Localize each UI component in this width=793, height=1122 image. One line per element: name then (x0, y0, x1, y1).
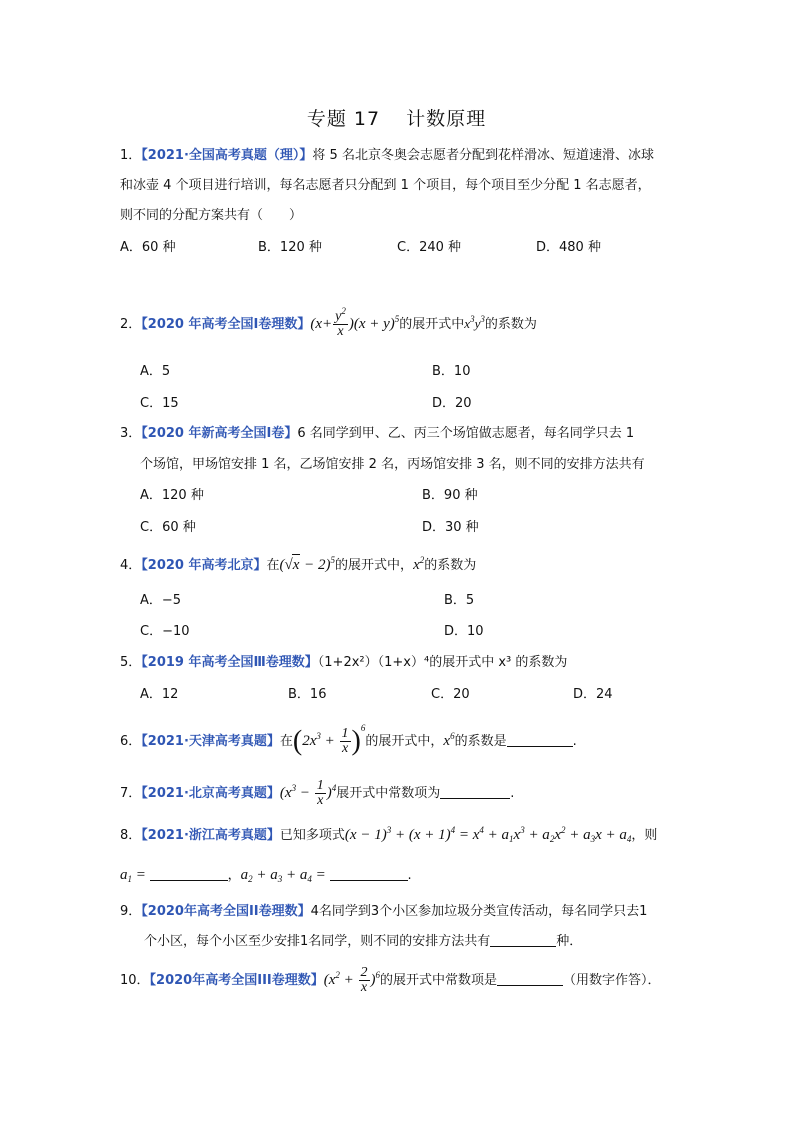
question-1-option-b: B．120 种 (258, 240, 322, 255)
question-1-option-d: D．480 种 (536, 240, 601, 255)
question-6-answer-blank[interactable] (507, 733, 573, 747)
question-6-line: 6．【2021·天津高考真题】在($2x^3$ + $\frac{1}{x}$ )$^6$的展开式中，$x^6$的系数是 . (120, 723, 577, 757)
question-1-line-3: 则不同的分配方案共有（ ） (120, 208, 303, 223)
question-8-source-tag: 【2021·浙江高考真题】 (141, 828, 280, 843)
question-8-expression: $(x - 1)^3 + (x + 1)^4 = x^4 + a_1x^3 + a_2x^2 + a_3x + a_4$ (344, 825, 632, 844)
question-3-option-c: C．60 种 (140, 520, 196, 535)
question-2-option-b: B．10 (432, 364, 471, 379)
question-9-line-2: 个小区，每个小区至少安排1名同学，则不同的安排方法共有 种． (144, 934, 583, 949)
question-9-answer-blank[interactable] (490, 933, 556, 947)
question-6-expression: ($2x^3$ + $\frac{1}{x}$ )$^6$ (292, 723, 366, 757)
question-9-line-1: 9．【2020年高考全国II卷理数】4名同学到3个小区参加垃圾分类宣传活动，每名同学只去1 (120, 904, 648, 919)
question-5-option-d: D．24 (573, 687, 613, 702)
question-8-answer-blank-1[interactable] (150, 867, 228, 881)
question-5-option-a: A．12 (140, 687, 179, 702)
question-4-expression: $(√x - 2)^5$ (279, 555, 336, 573)
question-10-source-tag: 【2020年高考全国III卷理数】 (149, 973, 324, 988)
question-4-option-d: D．10 (444, 624, 484, 639)
question-3-option-d: D．30 种 (422, 520, 479, 535)
question-1-source-tag: 【2021·全国高考真题（理）】 (141, 148, 313, 163)
question-6-source-tag: 【2021·天津高考真题】 (141, 734, 280, 749)
question-9-source-tag: 【2020年高考全国II卷理数】 (141, 904, 311, 919)
question-4-option-c: C．−10 (140, 624, 190, 639)
question-7-answer-blank[interactable] (440, 785, 510, 799)
question-4-line: 4．【2020 年高考北京】在$(√x - 2)^5$的展开式中，$x^2$的系数为 (120, 555, 477, 573)
question-5-source-tag: 【2019 年高考全国Ⅲ卷理数】 (141, 655, 318, 670)
question-4-option-b: B．5 (444, 593, 475, 608)
question-5-line: 5．【2019 年高考全国Ⅲ卷理数】（1+2x²）（1+x）⁴的展开式中 x³ 的系数为 (120, 655, 568, 670)
title-topic: 专题 17 (306, 108, 381, 130)
question-3-option-a: A．120 种 (140, 488, 204, 503)
question-2-option-a: A．5 (140, 364, 171, 379)
question-8-line-2: $a_1$ = ，$a_2 + a_3 + a_4$ = . (120, 867, 412, 884)
question-8-answer-blank-2[interactable] (330, 867, 408, 881)
question-3-line-2: 个场馆，甲场馆安排 1 名，乙场馆安排 2 名，丙场馆安排 3 名，则不同的安排方法共有 (140, 457, 645, 472)
question-2-expression: (x+ $\frac{y^2}{x}$ )$(x + y)^5$ (310, 306, 400, 340)
question-2-option-c: C．15 (140, 396, 179, 411)
question-1-line-2: 和冰壶 4 个项目进行培训，每名志愿者只分配到 1 个项目，每个项目至少分配 1 名志愿者， (120, 178, 651, 193)
question-5-option-b: B．16 (288, 687, 327, 702)
question-4-option-a: A．−5 (140, 593, 182, 608)
question-1-option-a: A．60 种 (120, 240, 176, 255)
question-7-source-tag: 【2021·北京高考真题】 (141, 786, 280, 801)
question-4-source-tag: 【2020 年高考北京】 (141, 558, 267, 573)
question-7-line: 7．【2021·北京高考真题】($x^3$ − $\frac{1}{x}$ )$^4$展开式中常数项为 . (120, 778, 515, 809)
question-10-expression: ($x^2$ + $\frac{2}{x}$ )$^6$ (323, 965, 381, 996)
question-1-option-c: C．240 种 (397, 240, 462, 255)
question-8-line-1: 8．【2021·浙江高考真题】已知多项式$(x - 1)^3 + (x + 1)^4 = x^4 + a_1x^3 + a_2x^2 + a_3x + a_4$，则 (120, 825, 658, 844)
page-title (0, 104, 793, 131)
question-10-line: 10．【2020年高考全国III卷理数】($x^2$ + $\frac{2}{x}$ )$^6$的展开式中常数项是 （用数字作答）． (120, 965, 661, 996)
question-5-option-c: C．20 (431, 687, 470, 702)
question-2-option-d: D．20 (432, 396, 472, 411)
question-1-line-1: 1．【2021·全国高考真题（理）】将 5 名北京冬奥会志愿者分配到花样滑冰、短道速滑、冰球 (120, 148, 654, 163)
question-7-expression: ($x^3$ − $\frac{1}{x}$ )$^4$ (279, 778, 337, 809)
question-10-answer-blank[interactable] (497, 972, 563, 986)
question-3-source-tag: 【2020 年新高考全国Ⅰ卷】 (141, 426, 298, 441)
title-name: 计数原理 (406, 108, 487, 130)
question-3-option-b: B．90 种 (422, 488, 478, 503)
question-2-line: 2．【2020 年高考全国Ⅰ卷理数】(x+ $\frac{y^2}{x}$ )$(x + y)^5$的展开式中$x^3y^3$的系数为 (120, 306, 537, 340)
question-3-line-1: 3．【2020 年新高考全国Ⅰ卷】6 名同学到甲、乙、丙三个场馆做志愿者，每名同学只去 1 (120, 426, 635, 441)
question-2-source-tag: 【2020 年高考全国Ⅰ卷理数】 (141, 317, 311, 332)
